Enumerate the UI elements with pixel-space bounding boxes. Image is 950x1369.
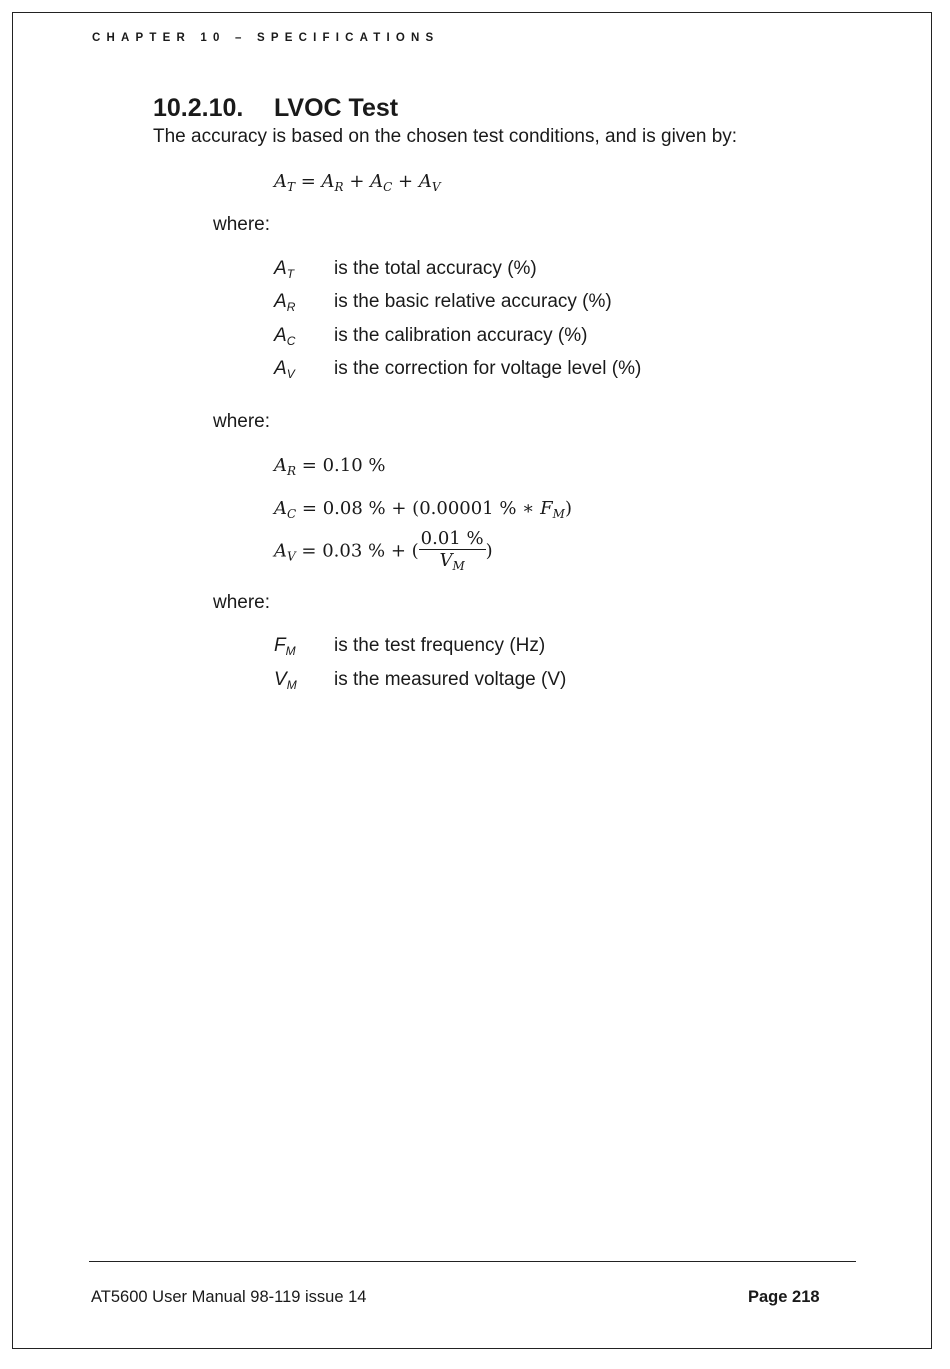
chapter-header: CHAPTER 10 – SPECIFICATIONS bbox=[92, 32, 440, 44]
footer-manual-title: AT5600 User Manual 98-119 issue 14 bbox=[91, 1288, 367, 1306]
definition-text: is the basic relative accuracy (%) bbox=[334, 291, 612, 312]
intro-paragraph: The accuracy is based on the chosen test conditions, and is given by: bbox=[153, 126, 738, 147]
definition-symbol: $A_T$ bbox=[274, 258, 295, 281]
footer-divider bbox=[89, 1261, 856, 1262]
section-title-text: LVOC Test bbox=[274, 94, 399, 122]
definition-text: is the correction for voltage level (%) bbox=[334, 358, 642, 379]
where-label: where: bbox=[213, 214, 271, 235]
definition-text: is the test frequency (Hz) bbox=[334, 635, 546, 656]
equation-calibration-accuracy: $A_C = 0.08$ % + (0.00001 % ∗ $F_M$) bbox=[274, 498, 572, 521]
definition-text: is the calibration accuracy (%) bbox=[334, 325, 588, 346]
section-title bbox=[153, 94, 398, 123]
where-label: where: bbox=[213, 411, 271, 432]
definition-text: is the measured voltage (V) bbox=[334, 669, 567, 690]
where-label: where: bbox=[213, 592, 271, 613]
equation-relative-accuracy: $A_R = 0.10$ % bbox=[274, 455, 386, 478]
definition-symbol: $F_M$ bbox=[274, 635, 296, 658]
equation-total-accuracy: $A_T = A_R + A_C + A_V$ bbox=[274, 171, 441, 194]
equation-voltage-correction: $A_V = 0.03$ % + ( $\frac{0.01 \%}{V_M}$ ) bbox=[274, 528, 493, 573]
definition-symbol: $A_R$ bbox=[274, 291, 296, 314]
section-number: 10.2.10. bbox=[153, 94, 244, 122]
fraction: $\frac{0.01 \%}{V_M}$ bbox=[420, 528, 484, 573]
footer-page-number: Page 218 bbox=[748, 1288, 820, 1306]
definition-text: is the total accuracy (%) bbox=[334, 258, 537, 279]
definition-symbol: $A_C$ bbox=[274, 325, 296, 348]
definition-symbol: $A_V$ bbox=[274, 358, 295, 381]
definition-symbol: $V_M$ bbox=[274, 669, 297, 692]
